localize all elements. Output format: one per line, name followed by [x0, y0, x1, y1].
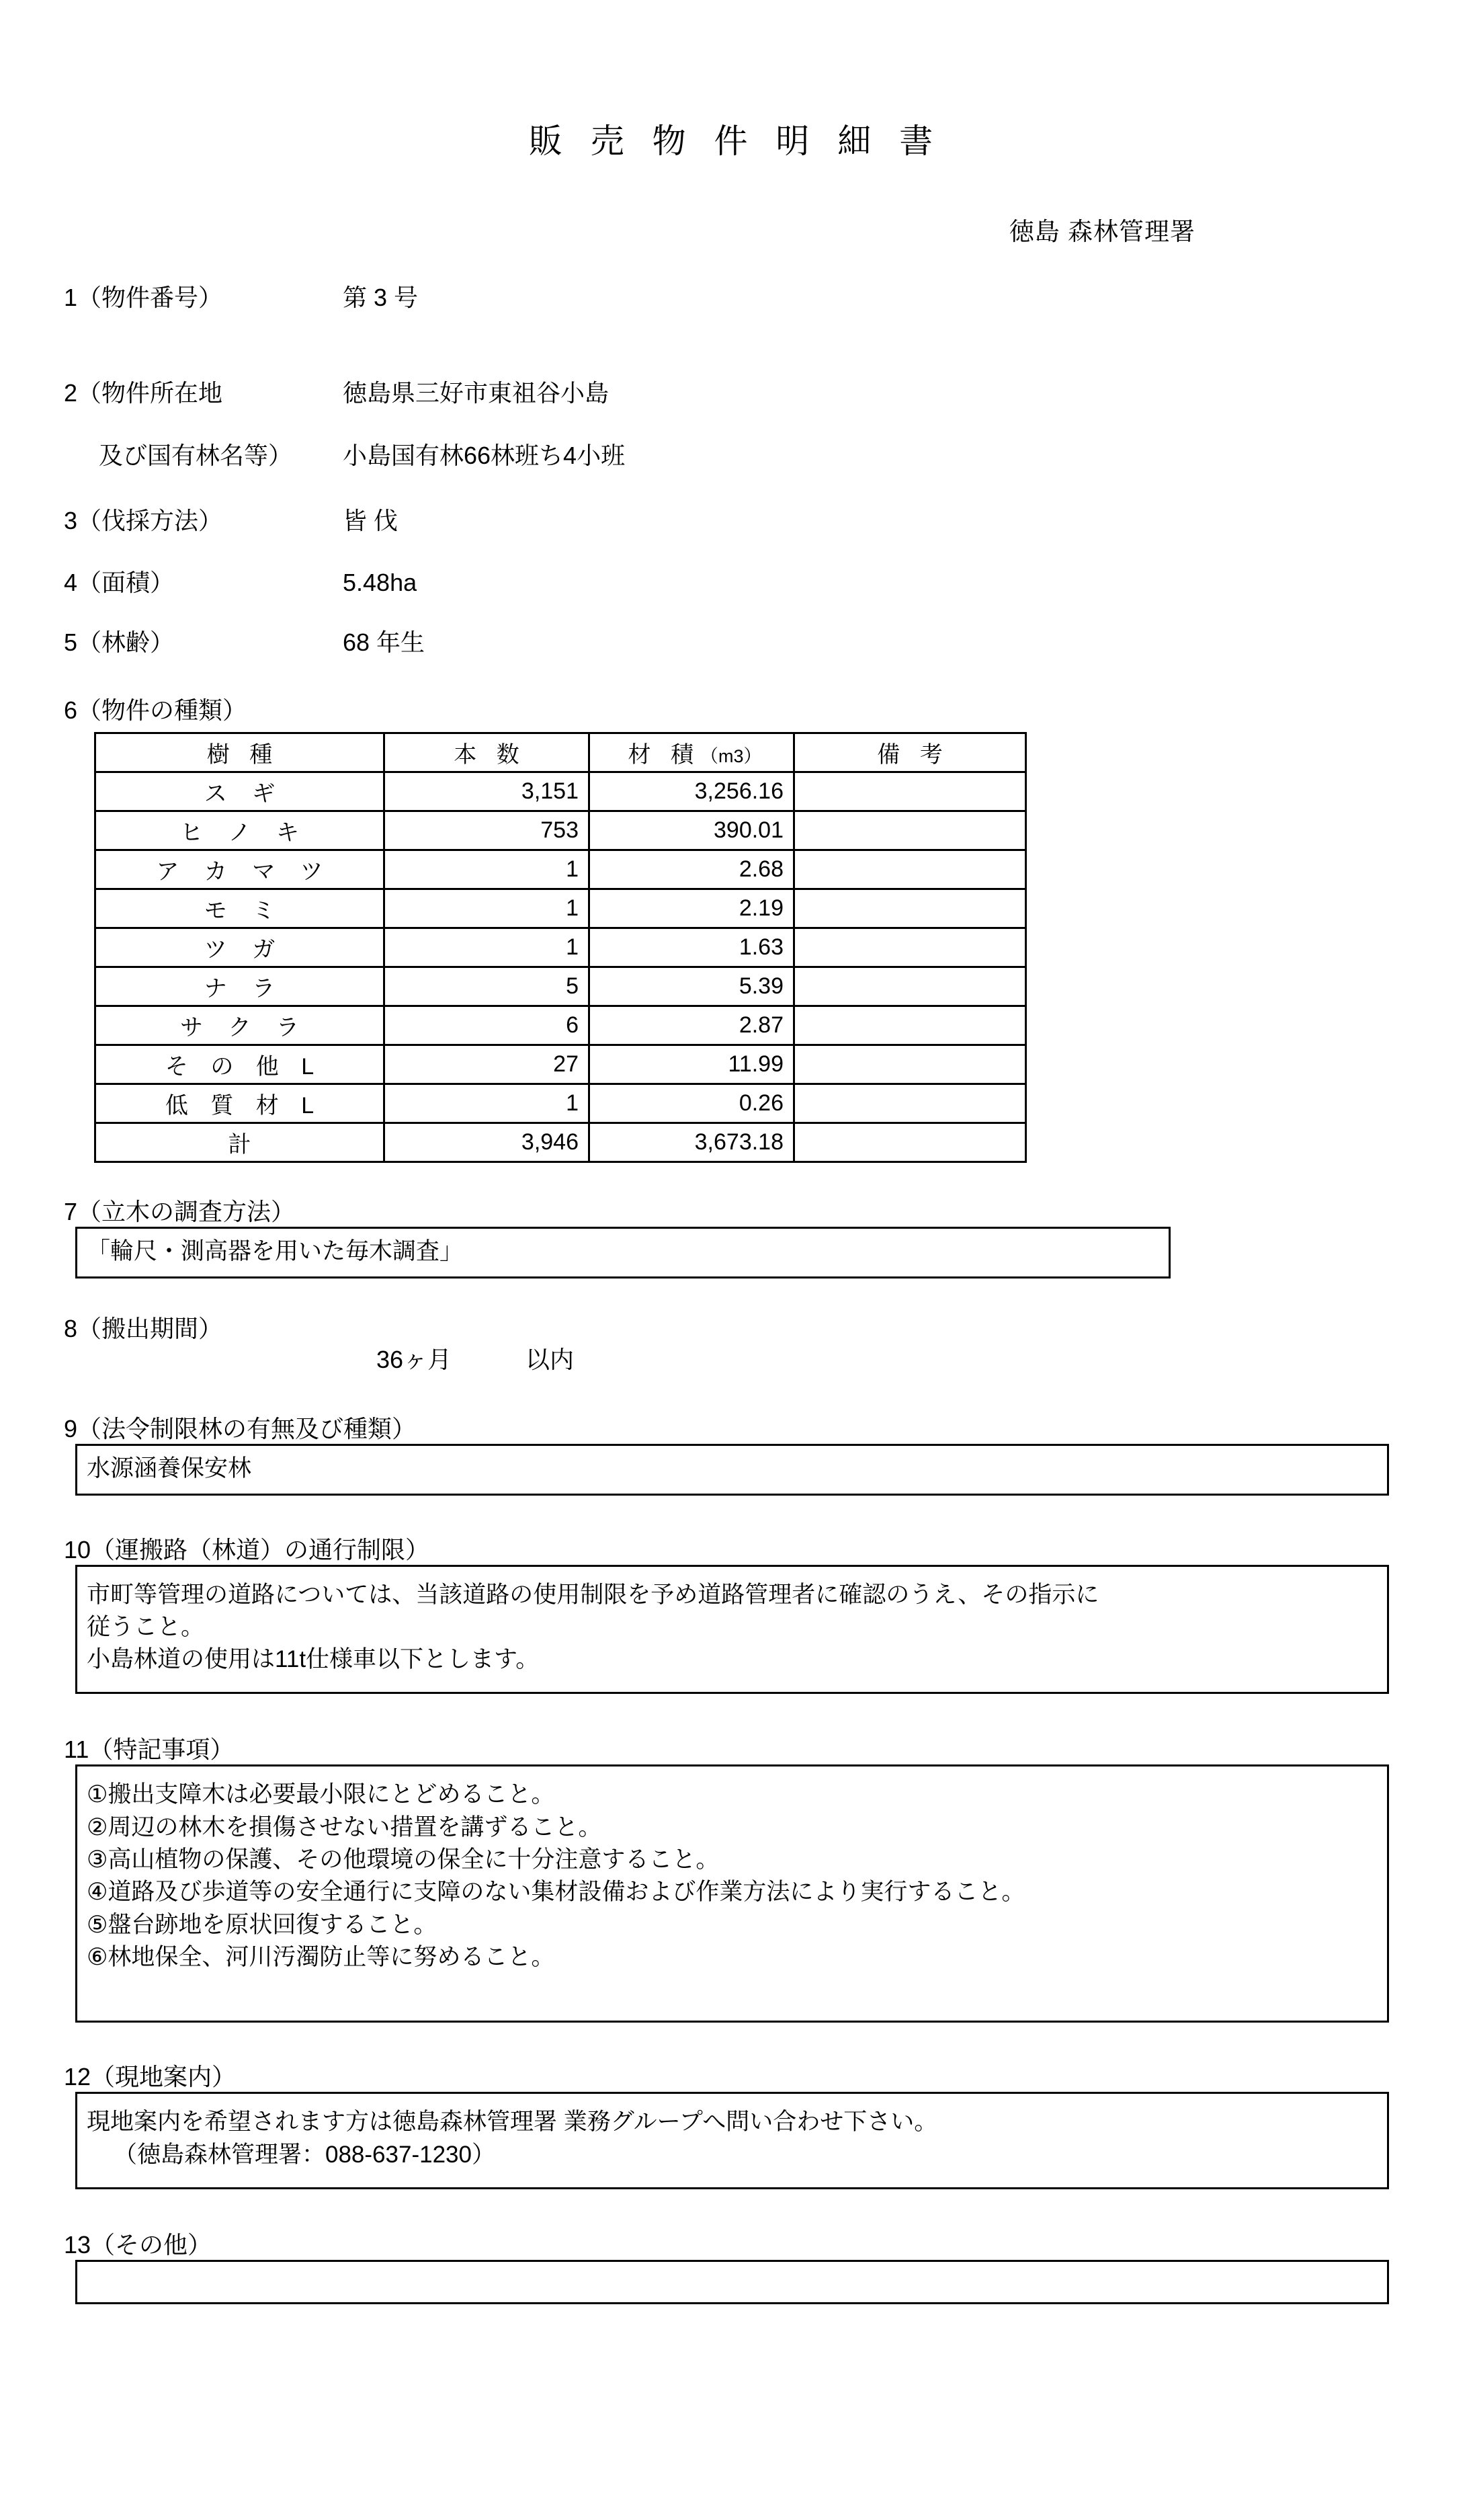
header-count: 本 数 — [384, 733, 589, 772]
site-guidance-contact: （徳島森林管理署：088-637-1230） — [114, 2141, 495, 2168]
field-value-forest-age: 68 年生 — [343, 628, 425, 656]
special-notes-box — [75, 1764, 1389, 2023]
species-table-wrapper — [0, 725, 1471, 1163]
legal-restriction-text: 水源涵養保安林 — [87, 1455, 252, 1482]
field-value-location — [343, 346, 1471, 472]
field-label-haul-period: 8（搬出期間） — [64, 1314, 223, 1342]
cell-remarks — [794, 928, 1026, 967]
cell-species: 低 質 材 L — [95, 1084, 384, 1123]
cell-species: ヒ ノ キ — [95, 811, 384, 850]
table-header-row — [95, 733, 1026, 772]
cell-remarks — [794, 1084, 1026, 1123]
field-value-haul-period — [343, 1313, 1471, 1377]
cell-count: 1 — [384, 850, 589, 889]
cell-remarks — [794, 772, 1026, 811]
survey-method-box — [75, 1227, 1171, 1278]
section-label-property-type: 6（物件の種類） — [64, 696, 247, 725]
cell-volume: 0.26 — [589, 1084, 794, 1123]
species-table — [94, 732, 1027, 1163]
special-note-item: ⑤盤台跡地を原状回復すること。 — [87, 1911, 437, 1938]
cell-volume: 2.68 — [589, 850, 794, 889]
issuing-office: 徳島 森林管理署 — [1009, 218, 1195, 245]
field-label-location-line1: 2（物件所在地 — [64, 378, 223, 407]
haul-period-amount: 36ヶ月 — [376, 1346, 452, 1374]
section-label-site-guidance: 12（現地案内） — [64, 2063, 237, 2091]
table-row — [95, 1084, 1026, 1123]
field-label-forest-age: 5（林齢） — [64, 628, 175, 656]
special-note-item: ⑥林地保全、河川汚濁防止等に努めること。 — [87, 1943, 555, 1970]
cell-species: ツ ガ — [95, 928, 384, 967]
field-value-area: 5.48ha — [343, 568, 417, 596]
header-volume-text: 材 積 — [628, 742, 700, 768]
special-note-item: ②周辺の林木を損傷させない措置を講ずること。 — [87, 1814, 602, 1840]
other-box — [75, 2260, 1389, 2304]
special-note-item: ④道路及び歩道等の安全通行に支障のない集材設備および作業方法により実行すること。 — [87, 1879, 1025, 1906]
header-remarks: 備 考 — [794, 733, 1026, 772]
section-label-survey-method: 7（立木の調査方法） — [64, 1198, 296, 1226]
cell-count: 27 — [384, 1045, 589, 1084]
survey-method-text: 「輪尺・測高器を用いた毎木調査」 — [87, 1238, 464, 1265]
cell-species: そ の 他 L — [95, 1045, 384, 1084]
cell-volume: 3,673.18 — [589, 1123, 794, 1162]
cell-species: サ ク ラ — [95, 1006, 384, 1045]
cell-count: 3,151 — [384, 772, 589, 811]
header-species: 樹 種 — [95, 733, 384, 772]
cell-volume: 11.99 — [589, 1045, 794, 1084]
field-cutting-method — [0, 505, 1471, 537]
cell-remarks — [794, 1123, 1026, 1162]
header-volume — [589, 733, 794, 772]
section-label-other: 13（その他） — [64, 2230, 212, 2259]
haul-period-suffix: 以内 — [526, 1346, 575, 1374]
special-note-item: ③高山植物の保護、その他環境の保全に十分注意すること。 — [87, 1846, 720, 1873]
cell-species: 計 — [95, 1123, 384, 1162]
table-row — [95, 811, 1026, 850]
field-label-location-line2: 及び国有林名等） — [99, 442, 293, 470]
road-restriction-line-3: 小島林道の使用は11t仕様車以下とします。 — [87, 1646, 540, 1673]
cell-count: 1 — [384, 1084, 589, 1123]
road-restriction-line-1: 市町等管理の道路については、当該道路の使用制限を予め道路管理者に確認のうえ、その指示に — [87, 1581, 1099, 1608]
cell-volume: 2.19 — [589, 889, 794, 928]
cell-remarks — [794, 1006, 1026, 1045]
cell-remarks — [794, 811, 1026, 850]
cell-remarks — [794, 967, 1026, 1006]
field-forest-age — [0, 627, 1471, 659]
road-restriction-box — [75, 1565, 1389, 1695]
cell-remarks — [794, 850, 1026, 889]
field-value-location-line1: 徳島県三好市東祖谷小島 — [343, 378, 610, 407]
field-label-location — [64, 346, 343, 472]
cell-count: 1 — [384, 928, 589, 967]
section-label-road-restriction: 10（運搬路（林道）の通行制限） — [64, 1535, 430, 1563]
page-title: 販 売 物 件 明 細 書 — [528, 122, 943, 160]
field-area — [0, 567, 1471, 599]
cell-volume: 5.39 — [589, 967, 794, 1006]
table-row — [95, 1045, 1026, 1084]
section-label-legal-restriction: 9（法令制限林の有無及び種類） — [64, 1415, 417, 1443]
field-location — [0, 346, 1471, 472]
cell-species: ナ ラ — [95, 967, 384, 1006]
field-value-cutting-method: 皆 伐 — [343, 506, 398, 534]
cell-volume: 3,256.16 — [589, 772, 794, 811]
field-value-property-number: 第 3 号 — [343, 284, 419, 311]
cell-remarks — [794, 889, 1026, 928]
cell-volume: 390.01 — [589, 811, 794, 850]
special-note-item: ①搬出支障木は必要最小限にとどめること。 — [87, 1781, 555, 1808]
table-row — [95, 1006, 1026, 1045]
cell-remarks — [794, 1045, 1026, 1084]
field-label-cutting-method: 3（伐採方法） — [64, 506, 223, 534]
field-value-location-line2: 小島国有林66林班ち4小班 — [343, 442, 626, 470]
road-restriction-line-2: 従うこと。 — [87, 1613, 205, 1640]
table-row — [95, 889, 1026, 928]
table-row — [95, 850, 1026, 889]
header-volume-unit: （m3） — [700, 746, 762, 767]
site-guidance-box — [75, 2092, 1389, 2189]
cell-count: 3,946 — [384, 1123, 589, 1162]
cell-count: 1 — [384, 889, 589, 928]
cell-species: ス ギ — [95, 772, 384, 811]
table-row — [95, 928, 1026, 967]
field-haul-period — [0, 1313, 1471, 1377]
cell-species: モ ミ — [95, 889, 384, 928]
species-table-body — [95, 772, 1026, 1162]
cell-volume: 1.63 — [589, 928, 794, 967]
cell-volume: 2.87 — [589, 1006, 794, 1045]
table-row — [95, 967, 1026, 1006]
table-row — [95, 772, 1026, 811]
cell-count: 753 — [384, 811, 589, 850]
legal-restriction-box — [75, 1444, 1389, 1495]
field-label-area: 4（面積） — [64, 568, 175, 596]
section-label-special-notes: 11（特記事項） — [64, 1736, 235, 1764]
site-guidance-line-1: 現地案内を希望されます方は徳島森林管理署 業務グループへ問い合わせ下さい。 — [87, 2109, 938, 2136]
table-row-total — [95, 1123, 1026, 1162]
cell-species: ア カ マ ツ — [95, 850, 384, 889]
cell-count: 6 — [384, 1006, 589, 1045]
field-property-number — [0, 282, 1471, 314]
field-label-property-number: 1（物件番号） — [64, 284, 223, 311]
cell-count: 5 — [384, 967, 589, 1006]
